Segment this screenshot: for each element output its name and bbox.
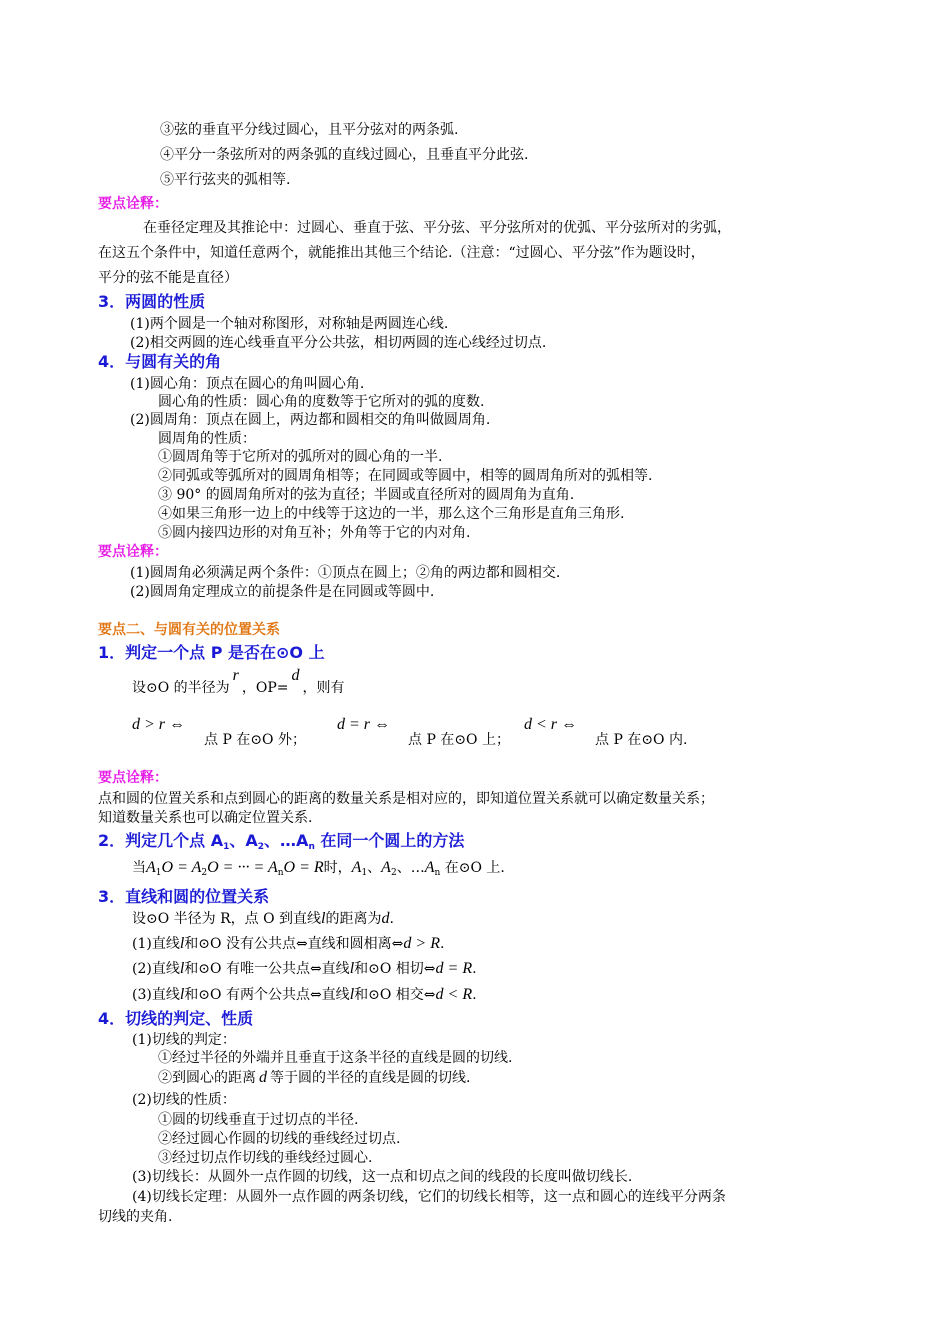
tangent-line-3: ②到圆心的距离 d 等于圆的半径的直线是圆的切线. [158, 1069, 471, 1086]
heading-circle-angles: 4．与圆有关的角 [98, 352, 222, 371]
tangent-line-2: ①经过半径的外端并且垂直于这条半径的直线是圆的切线. [158, 1050, 513, 1066]
angles-line-3: (2)圆周角：顶点在圆上，两边都和圆相交的角叫做圆周角. [130, 412, 491, 428]
relation-outside-formula: d > r ⇔ [132, 716, 186, 733]
tangent-line-4: (2)切线的性质： [132, 1092, 236, 1108]
point-distance-line-1: 点和圆的位置关系和点到圆心的距离的数量关系是相对应的，即知道位置关系就可以确定数量关系； [98, 791, 714, 807]
heading-point-on-circle: 1．判定一个点 P 是否在⊙O 上 [98, 643, 325, 662]
relation-inside-formula: d < r ⇔ [524, 716, 578, 733]
heading-two-circles: 3．两圆的性质 [98, 292, 206, 311]
angles-line-6: ②同弧或等弧所对的圆周角相等；在同圆或等圆中，相等的圆周角所对的弧相等. [158, 468, 653, 484]
angles-line-4: 圆周角的性质： [158, 431, 256, 447]
tangent-line-9: (4)切线长定理：从圆外一点作圆的两条切线，它们的切线长相等，这一点和圆心的连线平分两条 [132, 1189, 726, 1205]
radius-setup-line: 设⊙O 的半径为r，OP=d，则有 [132, 667, 345, 696]
angles-note-line-2: (2)圆周角定理成立的前提条件是在同圆或等圆中. [130, 584, 435, 600]
line-circle-separate: (1)直线l和⊙O 没有公共点⇔直线和圆相离⇔d > R. [132, 935, 445, 952]
two-circles-item-1: (1)两个圆是一个轴对称图形，对称轴是两圆连心线. [130, 316, 449, 332]
angles-line-2: 圆心角的性质：圆心角的度数等于它所对的弧的度数. [158, 394, 485, 410]
var-d: d [291, 667, 300, 684]
tangent-line-6: ②经过圆心作圆的切线的垂线经过切点. [158, 1131, 401, 1147]
concyclic-condition-line: 当$A_1O = A_2O$ = ··· = $A_nO = R$时，$A_1$、$A_2$、$\dots A_n$ 在⊙O 上. [132, 859, 505, 878]
relation-on-text: 点 P 在⊙O 上； [408, 732, 510, 748]
theorem-line-3: ③弦的垂直平分线过圆心，且平分弦对的两条弧. [160, 122, 459, 138]
heading-concyclic-points: 2．判定几个点 $A_1$、$A_2$、$\dots A_n$ 在同一个圆上的方法 [98, 831, 465, 852]
line-circle-tangent: (2)直线l和⊙O 有唯一公共点⇔直线l和⊙O 相切⇔d = R. [132, 960, 477, 977]
note-paragraph-line-3: 平分的弦不能是直径） [98, 270, 238, 286]
relation-on-formula: d = r ⇔ [337, 716, 391, 733]
angles-line-7: ③ 90° 的圆周角所对的弦为直径；半圆或直径所对的圆周角为直角. [158, 487, 575, 503]
tangent-line-5: ①圆的切线垂直于过切点的半径. [158, 1112, 359, 1128]
heading-tangent: 4．切线的判定、性质 [98, 1009, 254, 1028]
theorem-line-5: ⑤平行弦夹的弧相等. [160, 172, 291, 188]
tangent-line-8: (3)切线长：从圆外一点作圆的切线，这一点和切点之间的线段的长度叫做切线长. [132, 1169, 633, 1185]
angles-line-5: ①圆周角等于它所对的弧所对的圆心角的一半. [158, 449, 443, 465]
heading-line-circle: 3．直线和圆的位置关系 [98, 887, 270, 906]
relation-outside-text: 点 P 在⊙O 外； [204, 732, 306, 748]
tangent-line-10: 切线的夹角. [98, 1209, 173, 1225]
section-two-title: 要点二、与圆有关的位置关系 [98, 622, 280, 638]
tangent-line-7: ③经过切点作切线的垂线经过圆心. [158, 1150, 373, 1166]
point-distance-line-2: 知道数量关系也可以确定位置关系. [98, 810, 313, 826]
relation-inside-text: 点 P 在⊙O 内. [595, 732, 688, 748]
note-paragraph-line-2: 在这五个条件中，知道任意两个，就能推出其他三个结论.（注意：“过圆心、平分弦”作为题设时， [98, 245, 705, 261]
note-paragraph-line-1: 在垂径定理及其推论中：过圆心、垂直于弦、平分弦、平分弦所对的优弧、平分弦所对的劣弧， [143, 220, 731, 236]
tangent-line-1: (1)切线的判定： [132, 1032, 236, 1048]
line-circle-intersect: (3)直线l和⊙O 有两个公共点⇔直线l和⊙O 相交⇔d < R. [132, 986, 477, 1003]
angles-line-1: (1)圆心角：顶点在圆心的角叫圆心角. [130, 376, 365, 392]
note-label-3: 要点诠释： [98, 770, 168, 786]
note-label: 要点诠释： [98, 196, 168, 212]
line-circle-setup: 设⊙O 半径为 R，点 O 到直线l的距离为d. [132, 910, 394, 927]
note-label-2: 要点诠释： [98, 544, 168, 560]
angles-line-8: ④如果三角形一边上的中线等于这边的一半，那么这个三角形是直角三角形. [158, 506, 625, 522]
theorem-line-4: ④平分一条弦所对的两条弧的直线过圆心，且垂直平分此弦. [160, 147, 529, 163]
two-circles-item-2: (2)相交两圆的连心线垂直平分公共弦，相切两圆的连心线经过切点. [130, 335, 547, 351]
var-r: r [232, 667, 239, 684]
angles-line-9: ⑤圆内接四边形的对角互补；外角等于它的内对角. [158, 525, 471, 541]
angles-note-line-1: (1)圆周角必须满足两个条件：①顶点在圆上；②角的两边都和圆相交. [130, 565, 561, 581]
